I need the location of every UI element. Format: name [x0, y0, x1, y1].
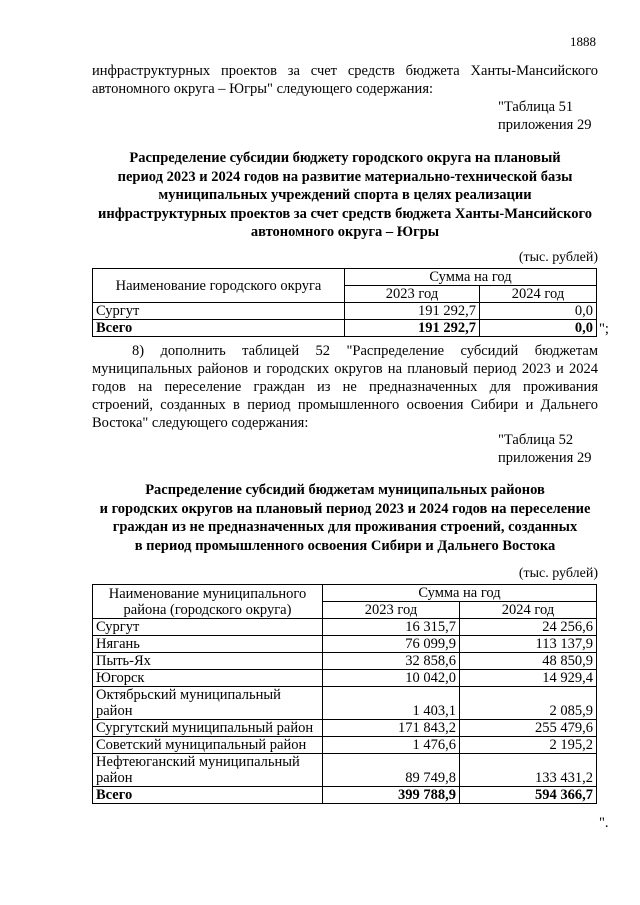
table51-header-sum: Сумма на год [345, 269, 597, 286]
intro-paragraph [92, 62, 598, 98]
page-number: 1888 [570, 34, 596, 49]
item8-line: муниципальных районов и городских округов на плановый период 2023 и 2024 [92, 361, 598, 377]
item8-line: 8) дополнить таблицей 52 "Распределение субсидий бюджетам [132, 343, 598, 359]
row-name: Октябрьский муниципальный район [93, 687, 323, 720]
table51-ref-line: приложения 29 [498, 117, 592, 133]
title-line: в период промышленного освоения Сибири и Дальнего Востока [134, 537, 556, 554]
table51-header-year: 2023 год [345, 286, 480, 303]
title-line: Распределение субсидии бюджету городского округа на плановый [129, 150, 561, 166]
table51-ref-line: "Таблица 51 [498, 99, 574, 115]
row-value-2024: 113 137,9 [460, 636, 597, 653]
intro-line: автономного округа – Югры" следующего содержания: [92, 81, 434, 97]
table-row [93, 720, 597, 737]
row-value-2023: 1 476,6 [323, 737, 460, 754]
table-total-row [93, 320, 597, 337]
table-total-row [93, 787, 597, 804]
row-name: Сургутский муниципальный район [93, 720, 323, 737]
total-value-2023: 399 788,9 [323, 787, 460, 804]
table-row [93, 653, 597, 670]
row-value-2023: 171 843,2 [323, 720, 460, 737]
table51-title [80, 149, 610, 242]
table52-header-sum: Сумма на год [323, 585, 597, 602]
table51-units: (тыс. рублей) [518, 250, 598, 265]
table-row [93, 636, 597, 653]
row-value-2024: 0,0 [480, 303, 597, 320]
table-row [93, 754, 597, 787]
row-name: Нягань [93, 636, 323, 653]
row-value-2024: 14 929,4 [460, 670, 597, 687]
table52-reference [498, 431, 598, 467]
table51-closing-quote: "; [599, 321, 609, 337]
total-label: Всего [93, 320, 345, 337]
total-value-2023: 191 292,7 [345, 320, 480, 337]
table52-ref-line: "Таблица 52 [498, 432, 574, 448]
title-line: период 2023 и 2024 годов на развитие материально-технической базы [117, 168, 573, 185]
row-value-2023: 16 315,7 [323, 619, 460, 636]
table-row [93, 303, 597, 320]
row-name: Пыть-Ях [93, 653, 323, 670]
table52-header-year: 2024 год [460, 602, 597, 619]
item8-line: Востока" следующего содержания: [92, 415, 309, 431]
row-value-2024: 48 850,9 [460, 653, 597, 670]
row-value-2023: 1 403,1 [323, 687, 460, 720]
item8-line: строений, созданных в период промышленного освоения Сибири и Дальнего [92, 397, 598, 413]
table51-header-name: Наименование городского округа [93, 269, 345, 303]
table51-reference [498, 98, 598, 134]
table-row [93, 670, 597, 687]
row-value-2024: 24 256,6 [460, 619, 597, 636]
title-line: граждан из не предназначенных для проживания строений, созданных [112, 519, 578, 535]
title-line: Распределение субсидий бюджетам муниципальных районов [145, 482, 545, 498]
item8-line: годов на переселение граждан из не предназначенных для проживания [92, 379, 598, 395]
title-line: автономного округа – Югры [250, 224, 440, 240]
total-value-2024: 594 366,7 [460, 787, 597, 804]
row-value-2023: 76 099,9 [323, 636, 460, 653]
title-line: муниципальных учреждений спорта в целях реализации [158, 187, 532, 203]
total-value-2024: 0,0 [480, 320, 597, 337]
table-row [93, 687, 597, 720]
table52-header-year: 2023 год [323, 602, 460, 619]
table51 [92, 268, 597, 337]
table52-title [80, 481, 610, 555]
table52-units: (тыс. рублей) [518, 566, 598, 581]
row-value-2024: 255 479,6 [460, 720, 597, 737]
row-name: Сургут [93, 303, 345, 320]
table52-ref-line: приложения 29 [498, 450, 592, 466]
row-name: Югорск [93, 670, 323, 687]
row-value-2023: 191 292,7 [345, 303, 480, 320]
table-row [93, 619, 597, 636]
intro-line: инфраструктурных проектов за счет средств бюджета Ханты-Мансийского [92, 63, 598, 79]
row-value-2023: 10 042,0 [323, 670, 460, 687]
row-name: Нефтеюганский муниципальный район [93, 754, 323, 787]
title-line: и городских округов на плановый период 2023 и 2024 годов на переселение [99, 500, 591, 517]
total-label: Всего [93, 787, 323, 804]
table51-header-year: 2024 год [480, 286, 597, 303]
row-value-2023: 32 858,6 [323, 653, 460, 670]
table52-closing-quote: ". [599, 815, 609, 831]
row-value-2024: 133 431,2 [460, 754, 597, 787]
title-line: инфраструктурных проектов за счет средств бюджета Ханты-Мансийского [98, 205, 592, 222]
row-name: Сургут [93, 619, 323, 636]
row-value-2024: 2 195,2 [460, 737, 597, 754]
item8-paragraph [92, 342, 598, 432]
row-value-2024: 2 085,9 [460, 687, 597, 720]
table52 [92, 584, 597, 804]
row-name: Советский муниципальный район [93, 737, 323, 754]
table-row [93, 737, 597, 754]
row-value-2023: 89 749,8 [323, 754, 460, 787]
table52-header-name: Наименование муниципального района (городского округа) [93, 585, 323, 619]
